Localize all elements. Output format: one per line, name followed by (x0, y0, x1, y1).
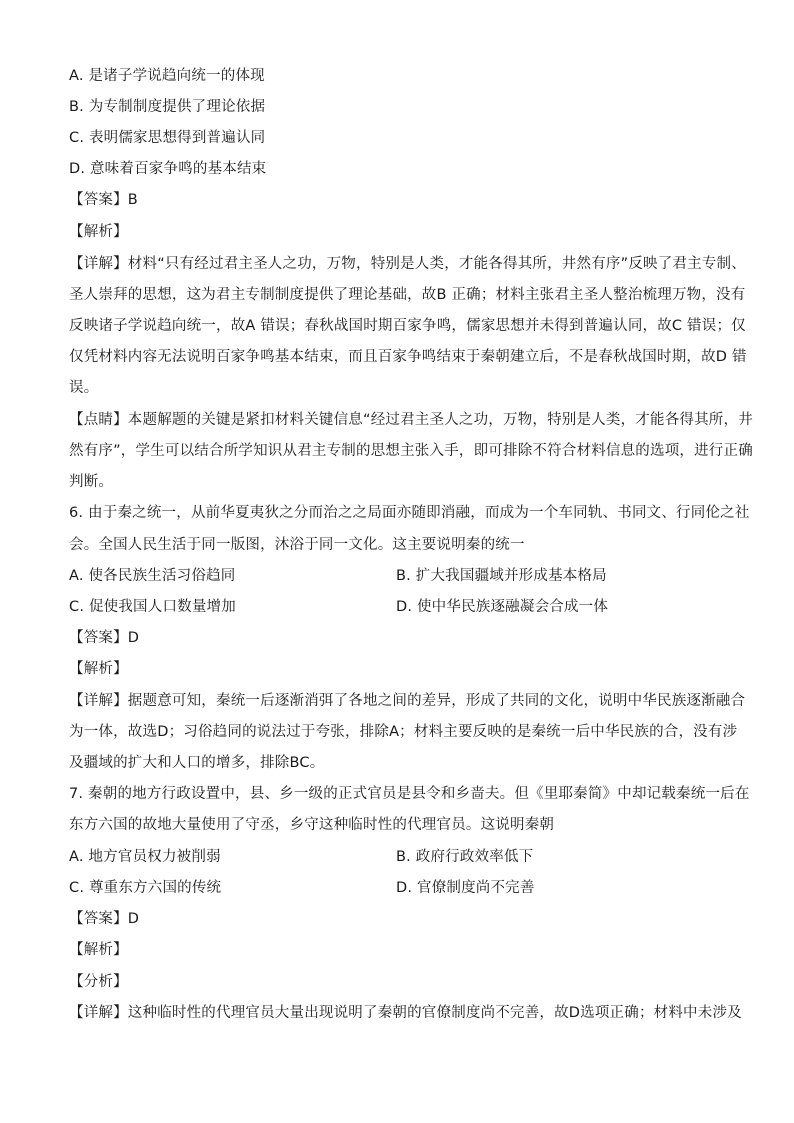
q6-detail-line: 【详解】据题意可知，秦统一后逐渐消弭了各地之间的差异，形成了共同的文化，说明中华民族逐渐融合 (69, 693, 746, 709)
q5-option-d[interactable]: D. 意味着百家争鸣的基本结束 (69, 161, 267, 177)
q7-option-d[interactable]: D. 官僚制度尚不完善 (396, 880, 535, 896)
q5-option-c[interactable]: C. 表明儒家思想得到普遍认同 (69, 130, 266, 146)
q5-detail-line: 误。 (69, 380, 99, 396)
q6-stem-line: 会。全国人民生活于同一版图，沐浴于同一文化。这主要说明秦的统一 (69, 537, 525, 553)
q6-option-d[interactable]: D. 使中华民族逐融凝会合成一体 (396, 599, 609, 615)
q5-detail-line: 【详解】材料“只有经过君主圣人之功，万物，特别是人类，才能各得其所，井然有序”反映了君主专制、 (69, 256, 746, 272)
q5-comment-line: 然有序”，学生可以结合所学知识从君主专制的思想主张入手，即可排除不符合材料信息的选项，进行正确 (69, 443, 753, 459)
q7-stem-line: 东方六国的故地大量使用了守丞，乡守这种临时性的代理官员。这说明秦朝 (69, 817, 555, 833)
q7-option-b[interactable]: B. 政府行政效率低下 (396, 849, 534, 865)
q5-comment-line: 【点睛】本题解题的关键是紧扣材料关键信息“经过君主圣人之功，万物，特别是人类，才能各得其所，井 (69, 412, 753, 428)
q6-answer: 【答案】D (69, 630, 140, 646)
q5-analysis-label: 【解析】 (69, 224, 128, 240)
q7-analysis-label: 【解析】 (69, 942, 128, 958)
q6-option-c[interactable]: C. 促使我国人口数量增加 (69, 599, 236, 615)
q5-comment-line: 判断。 (69, 474, 114, 490)
q5-option-b[interactable]: B. 为专制制度提供了理论依据 (69, 99, 266, 115)
q7-answer: 【答案】D (69, 911, 140, 927)
q7-option-c[interactable]: C. 尊重东方六国的传统 (69, 880, 222, 896)
q5-detail-line: 圣人崇拜的思想，这为君主专制制度提供了理论基础，故B 正确；材料主张君主圣人整治梳理万物，没有 (69, 287, 746, 303)
q6-detail-line: 为一体，故选D；习俗趋同的说法过于夸张，排除A；材料主要反映的是秦统一后中华民族的合，没有涉 (69, 724, 738, 740)
q6-stem-line: 6. 由于秦之统一，从前华夏夷狄之分而治之之局面亦随即消融，而成为一个车同轨、书同文、行同伦之社 (69, 505, 750, 521)
q6-detail-line: 及疆域的扩大和人口的增多，排除BC。 (69, 755, 325, 771)
q5-detail-line: 反映诸子学说趋向统一，故A 错误；春秋战国时期百家争鸣，儒家思想并未得到普遍认同，故C 错误；仅 (69, 318, 746, 334)
q7-stem-line: 7. 秦朝的地方行政设置中，县、乡一级的正式官员是县令和乡啬夫。但《里耶秦简》中却记载秦统一后在 (69, 786, 750, 802)
q6-option-a[interactable]: A. 使各民族生活习俗趋同 (69, 568, 236, 584)
q7-detail-line: 【详解】这种临时性的代理官员大量出现说明了秦朝的官僚制度尚不完善，故D选项正确；材料中未涉及 (69, 1005, 742, 1021)
q5-detail-line: 仅凭材料内容无法说明百家争鸣基本结束，而且百家争鸣结束于秦朝建立后，不是春秋战国时期，故D 错 (69, 349, 747, 365)
q7-fenxi-label: 【分析】 (69, 974, 128, 990)
q5-option-a[interactable]: A. 是诸子学说趋向统一的体现 (69, 68, 265, 84)
q6-option-b[interactable]: B. 扩大我国疆域并形成基本格局 (396, 568, 607, 584)
q5-answer: 【答案】B (69, 192, 138, 208)
q6-analysis-label: 【解析】 (69, 661, 128, 677)
q7-option-a[interactable]: A. 地方官员权力被削弱 (69, 849, 221, 865)
